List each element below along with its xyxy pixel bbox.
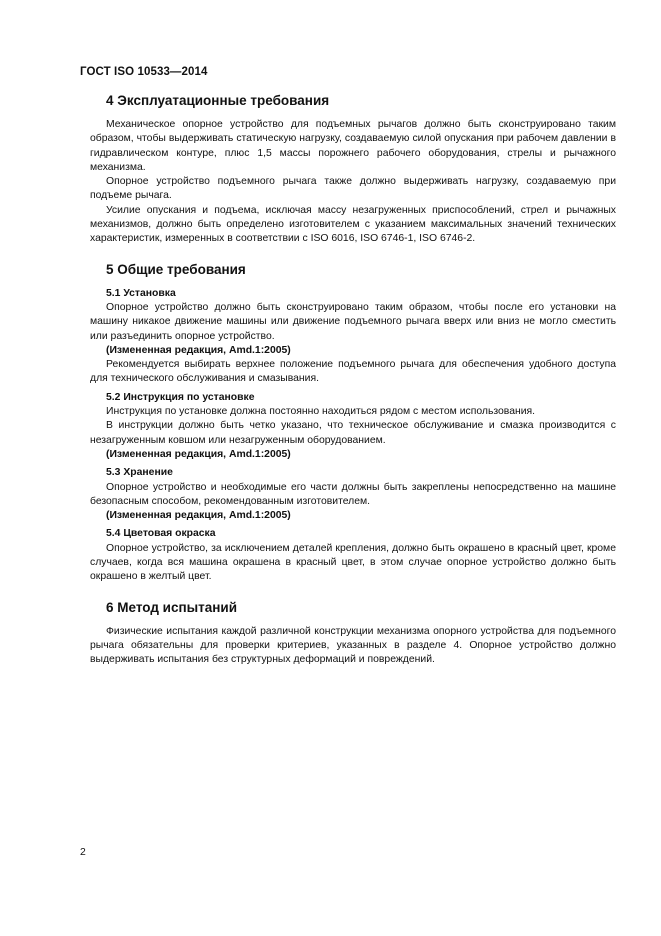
section-4-paragraph-2: Опорное устройство подъемного рычага также должно выдерживать нагрузку, создаваемую при подъеме рычага. <box>90 176 616 202</box>
document-body <box>90 92 616 668</box>
subsection-5-1-paragraph-1: Опорное устройство должно быть сконструировано таким образом, чтобы после его установки на машину никакое движение машины или движение подъемного рычага вверх или вниз не могло сместить или разъединить опорное устройство. <box>90 301 616 342</box>
subsection-5-3-title: 5.3 Хранение <box>106 467 173 479</box>
subsection-5-2-paragraph-1: Инструкция по установке должна постоянно находиться рядом с местом использования. <box>106 406 536 418</box>
amendment-note: (Измененная редакция, Amd.1:2005) <box>106 448 291 460</box>
subsection-5-3-paragraph-1: Опорное устройство и необходимые его части должны быть закреплены непосредственно на машине безопасным способом, рекомендованным изготовителем. <box>90 481 616 507</box>
document-code-header: ГОСТ ISO 10533—2014 <box>80 66 208 78</box>
section-5 <box>90 261 616 585</box>
section-4-title: 4 Эксплуатационные требования <box>106 93 330 108</box>
subsection-5-2-paragraph-2: В инструкции должно быть четко указано, что техническое обслуживание и смазка производится с незагруженным ковшом или незагруженным оборудованием. <box>90 420 616 446</box>
subsection-5-1-title: 5.1 Установка <box>106 287 176 299</box>
section-4-paragraph-3: Усилие опускания и подъема, исключая массу незагруженных приспособлений, стрел и рычажных механизмов, должно быть определено изготовителем с указанием максимальных значений технических характеристик, измеренных в соответствии с ISO 6016, ISO 6746-1, ISO 6746-2. <box>90 204 616 245</box>
section-4-paragraph-1: Механическое опорное устройство для подъемных рычагов должно быть сконструировано таким образом, чтобы выдерживать статическую нагрузку, создаваемую силой опускания при рабочем давлении в гидравлическом контуре, плюс 1,5 массы порожнего рабочего оборудования, стрелы и рычажного механизма. <box>90 119 616 173</box>
amendment-note: (Измененная редакция, Amd.1:2005) <box>106 344 291 356</box>
section-6 <box>90 599 616 668</box>
subsection-5-2-title: 5.2 Инструкция по установке <box>106 391 255 403</box>
subsection-5-4-paragraph-1: Опорное устройство, за исключением деталей крепления, должно быть окрашено в красный цвет, кроме случаев, когда вся машина окрашена в красный цвет, в этом случае опорное устройство должно быть окрашено в желтый цвет. <box>90 542 616 583</box>
subsection-5-4-title: 5.4 Цветовая окраска <box>106 528 216 540</box>
section-6-paragraph-1: Физические испытания каждой различной конструкции механизма опорного устройства для подъемного рычага обязательны для проверки критериев, указанных в разделе 4. Опорное устройство должно выдерживать испытания без структурных деформаций и повреждений. <box>90 625 616 666</box>
amendment-note: (Измененная редакция, Amd.1:2005) <box>106 510 291 522</box>
page-number: 2 <box>80 847 86 858</box>
section-6-title: 6 Метод испытаний <box>106 599 238 615</box>
section-5-title: 5 Общие требования <box>106 261 246 277</box>
subsection-5-1-paragraph-2: Рекомендуется выбирать верхнее положение подъемного рычага для обеспечения удобного доступа для технического обслуживания и смазывания. <box>90 359 616 385</box>
section-4 <box>90 92 616 247</box>
